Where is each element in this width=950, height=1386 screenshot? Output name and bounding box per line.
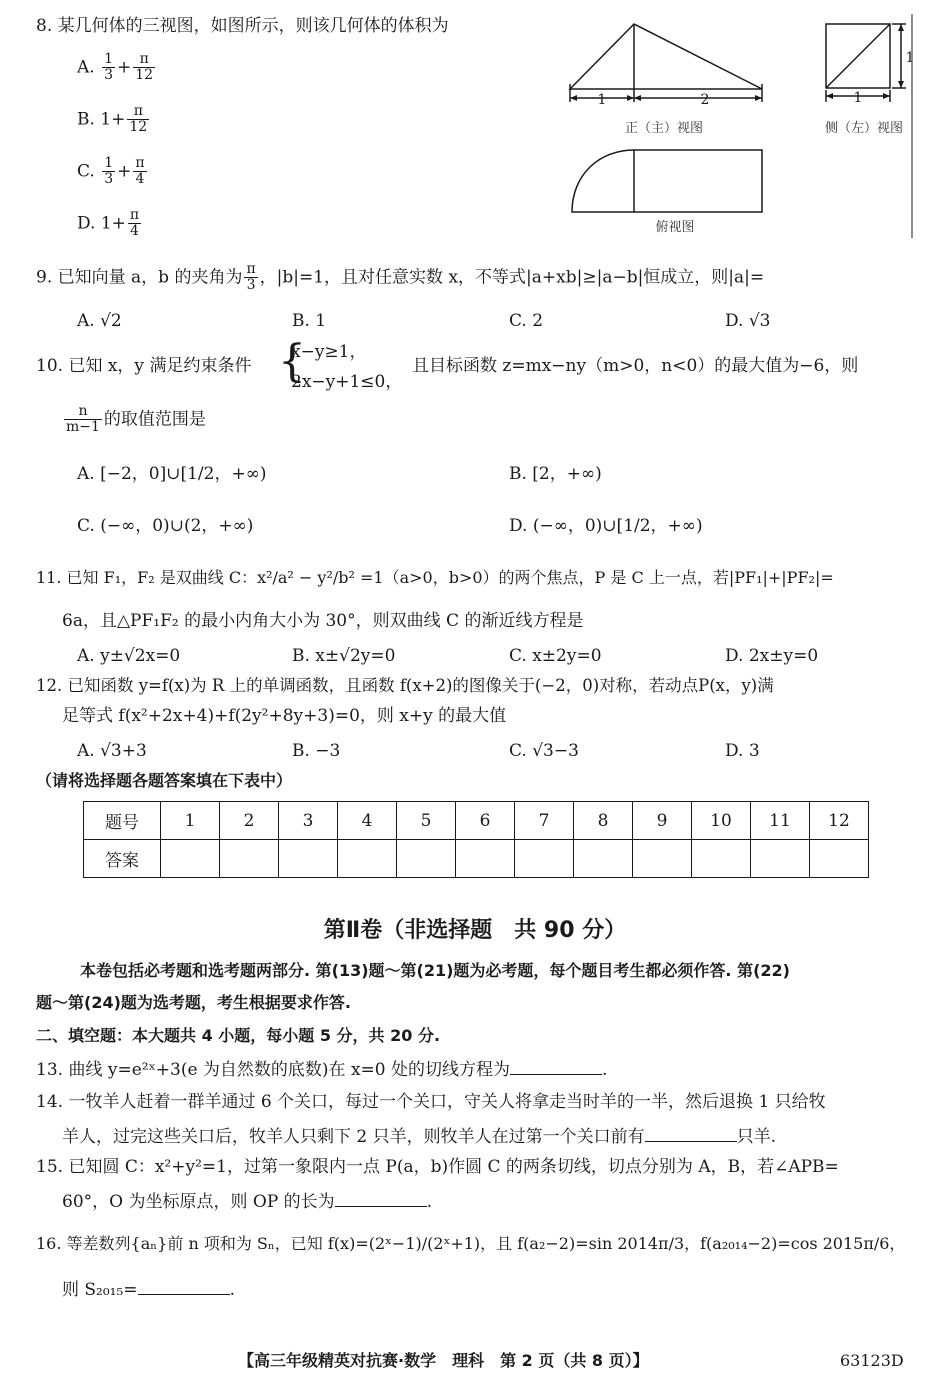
three-view-figure <box>560 14 920 244</box>
answer-blank[interactable] <box>335 1190 427 1207</box>
table-head-number: 题号 <box>84 802 161 840</box>
front-view-caption: 正（主）视图 <box>624 121 704 136</box>
table-cell-number: 3 <box>279 802 338 840</box>
table-cell-number: 1 <box>161 802 220 840</box>
q12-line-2: 足等式 f(x²+2x+4)+f(2y²+8y+3)=0，则 x+y 的最大值 <box>62 706 507 726</box>
paper-code: 63123D <box>840 1351 904 1370</box>
answer-cell[interactable] <box>456 840 515 878</box>
answer-cell[interactable] <box>633 840 692 878</box>
q9-option-d: D. √3 <box>725 311 771 331</box>
section-heading: 二、填空题：本大题共 4 小题，每小题 5 分，共 20 分. <box>36 1026 441 1045</box>
q16-line-1: 16. 等差数列{aₙ}前 n 项和为 Sₙ，已知 f(x)=(2ˣ−1)/(2ˣ+1)，且 f(a₂−2)=sin 2014π/3，f(a₂₀₁₄−2)=cos 2015π/6， <box>36 1234 906 1253</box>
table-cell-number: 6 <box>456 802 515 840</box>
q9-stem: 9. 已知向量 a，b 的夹角为 $\frac{\pi}{3}$ ，|b|=1，且对任意实数 x，不等式|a+xb|≥|a−b|恒成立，则|a|= <box>36 261 765 294</box>
answer-cell[interactable] <box>810 840 869 878</box>
part2-intro-1: 本卷包括必考题和选考题两部分. 第(13)题～第(21)题为必考题，每个题目考生都必须作答. 第(22) <box>80 961 790 980</box>
q10-stem-b: 且目标函数 z=mx−ny（m>0，n<0）的最大值为−6，则 <box>412 356 859 376</box>
q12-option-c: C. √3−3 <box>509 741 579 761</box>
q12-option-b: B. −3 <box>292 741 341 761</box>
answer-cell[interactable] <box>515 840 574 878</box>
answer-cell[interactable] <box>220 840 279 878</box>
q9-option-a: A. √2 <box>77 311 122 331</box>
q13: 13. 曲线 y=e²ˣ+3(e 为自然数的底数)在 x=0 处的切线方程为 . <box>36 1060 608 1080</box>
table-cell-number: 2 <box>220 802 279 840</box>
q12-line-1: 12. 已知函数 y=f(x)为 R 上的单调函数，且函数 f(x+2)的图像关于(−2，0)对称，若动点P(x，y)满 <box>36 676 774 695</box>
fraction: $\frac{n}{m-1}$ <box>66 403 100 436</box>
q8-stem: 8. 某几何体的三视图，如图所示，则该几何体的体积为 <box>36 16 449 36</box>
q10-condition-1: x−y≥1， <box>291 342 367 362</box>
answer-cell[interactable] <box>279 840 338 878</box>
table-cell-number: 11 <box>751 802 810 840</box>
answer-cell[interactable] <box>397 840 456 878</box>
table-cell-number: 12 <box>810 802 869 840</box>
table-cell-number: 10 <box>692 802 751 840</box>
table-cell-number: 9 <box>633 802 692 840</box>
q9-option-b: B. 1 <box>292 311 327 331</box>
q9-option-c: C. 2 <box>509 311 544 331</box>
table-row-answers <box>84 840 869 878</box>
side-view-caption: 侧（左）视图 <box>824 121 904 136</box>
footer-title: 【高三年级精英对抗赛·数学 理科 第 2 页（共 8 页）】 <box>238 1351 649 1370</box>
side-width-label: 1 <box>853 90 863 106</box>
q11-option-a: A. y±√2x=0 <box>77 646 181 666</box>
front-view-triangle <box>570 24 762 89</box>
table-row-numbers <box>84 802 869 840</box>
fraction: $\frac{1}{3}$ <box>104 155 114 188</box>
q15-line-2: 60°，O 为坐标原点，则 OP 的长为 . <box>62 1192 433 1212</box>
q10-brace: { <box>278 336 306 387</box>
q11-option-c: C. x±2y=0 <box>509 646 602 666</box>
q11-option-b: B. x±√2y=0 <box>292 646 396 666</box>
answer-cell[interactable] <box>692 840 751 878</box>
answer-blank[interactable] <box>138 1278 230 1295</box>
side-height-label: 1 <box>905 50 915 66</box>
q16-line-2: 则 S₂₀₁₅= . <box>62 1280 235 1300</box>
top-view-caption: 俯视图 <box>655 220 695 235</box>
answer-blank[interactable] <box>645 1125 737 1142</box>
q8-option-a: A. $\frac{1}{3}$ + $\frac{\pi}{12}$ <box>77 51 154 84</box>
answer-cell[interactable] <box>751 840 810 878</box>
q10-stem-c: $\frac{n}{m-1}$ 的取值范围是 <box>66 403 206 436</box>
q14-line-1: 14. 一牧羊人赶着一群羊通过 6 个关口，每过一个关口，守关人将拿走当时羊的一半，然后退换 1 只给牧 <box>36 1092 826 1112</box>
three-view-diagram <box>560 14 920 239</box>
q11-line-1: 11. 已知 F₁，F₂ 是双曲线 C：x²/a² − y²/b² =1（a>0，b>0）的两个焦点，P 是 C 上一点，若|PF₁|+|PF₂|= <box>36 568 834 587</box>
side-view-diagonal <box>826 24 890 88</box>
fraction: $\frac{\pi}{12}$ <box>129 103 148 136</box>
q12-option-a: A. √3+3 <box>77 741 147 761</box>
fraction: $\frac{\pi}{3}$ <box>246 261 256 294</box>
fraction: $\frac{\pi}{4}$ <box>135 155 145 188</box>
q8-option-c: C. $\frac{1}{3}$ + $\frac{\pi}{4}$ <box>77 155 145 188</box>
q11-option-d: D. 2x±y=0 <box>725 646 819 666</box>
answer-cell[interactable] <box>574 840 633 878</box>
fraction: $\frac{\pi}{4}$ <box>129 207 140 240</box>
fraction: $\frac{1}{3}$ <box>104 51 114 84</box>
q10-option-d: D. (−∞，0)∪[1/2，+∞) <box>509 516 703 536</box>
table-cell-number: 4 <box>338 802 397 840</box>
table-head-answer: 答案 <box>84 840 161 878</box>
part2-title: 第Ⅱ卷（非选择题 共 90 分） <box>323 918 627 943</box>
answer-cell[interactable] <box>161 840 220 878</box>
q10-option-a: A. [−2，0]∪[1/2，+∞) <box>77 464 267 484</box>
part2-intro-2: 题～第(24)题为选考题，考生根据要求作答. <box>36 993 351 1012</box>
table-cell-number: 8 <box>574 802 633 840</box>
answer-table <box>83 801 869 878</box>
q8-option-d: D. 1+ $\frac{\pi}{4}$ <box>77 207 140 240</box>
fraction: $\frac{\pi}{12}$ <box>135 51 154 84</box>
table-cell-number: 5 <box>397 802 456 840</box>
q10-option-c: C. (−∞，0)∪(2，+∞) <box>77 516 254 536</box>
q10-option-b: B. [2，+∞) <box>509 464 602 484</box>
top-view-outline <box>572 150 762 212</box>
q8-option-b: B. 1+ $\frac{\pi}{12}$ <box>77 103 148 136</box>
answer-note: （请将选择题各题答案填在下表中） <box>36 771 293 790</box>
q11-line-2: 6a，且△PF₁F₂ 的最小内角大小为 30°，则双曲线 C 的渐近线方程是 <box>62 611 584 631</box>
table-cell-number: 7 <box>515 802 574 840</box>
q12-option-d: D. 3 <box>725 741 760 761</box>
dim-label-1: 1 <box>597 92 607 108</box>
q15-line-1: 15. 已知圆 C：x²+y²=1，过第一象限内一点 P(a，b)作圆 C 的两条切线，切点分别为 A，B，若∠APB= <box>36 1157 839 1177</box>
answer-blank[interactable] <box>510 1058 602 1075</box>
q14-line-2: 羊人，过完这些关口后，牧羊人只剩下 2 只羊，则牧羊人在过第一个关口前有 只羊. <box>62 1127 777 1147</box>
answer-cell[interactable] <box>338 840 397 878</box>
dim-label-2: 2 <box>700 92 710 108</box>
q10-stem-a: 10. 已知 x，y 满足约束条件 <box>36 356 252 376</box>
q10-condition-2: 2x−y+1≤0， <box>291 372 403 392</box>
